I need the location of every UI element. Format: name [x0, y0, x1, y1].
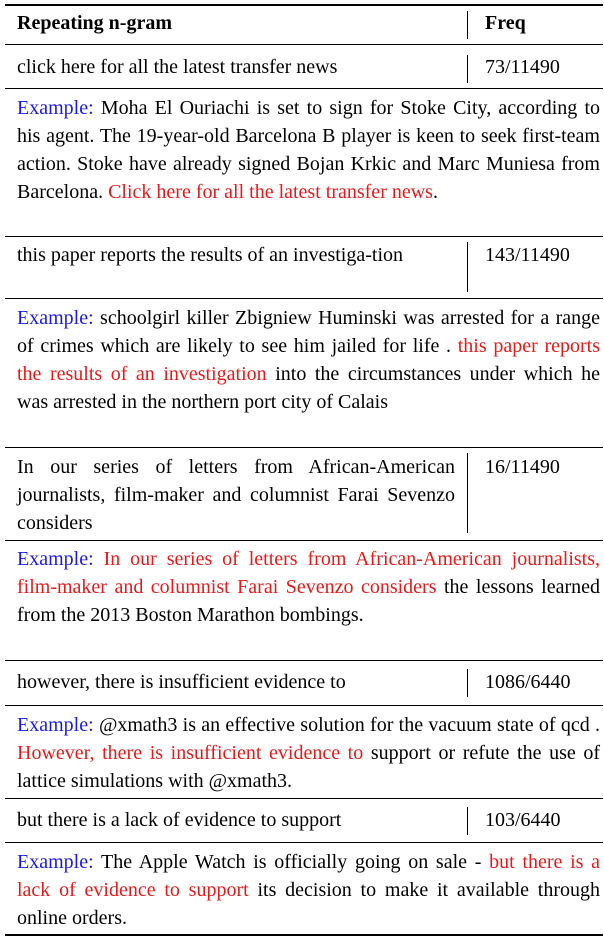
- ngram-cell: but there is a lack of evidence to support: [17, 809, 342, 831]
- top-rule: [5, 4, 603, 6]
- example-highlight: However, there is insufficient evidence to: [17, 742, 364, 764]
- ngram-cell: In our series of letters from African-American journalists, film-maker and columnist Farai Sevenzo considers: [17, 456, 455, 534]
- example-cell: [17, 545, 600, 629]
- example-cell: [17, 711, 600, 795]
- example-text: Moha El Ouriachi is set to sign for Stoke City, according to his agent. The 19-year-old Barcelona B player is keen to seek first-team action. Stoke have already signed Bojan Krkic and Marc Muniesa from Barcelona.: [17, 97, 600, 203]
- example-text-after: the lessons learned from the 2013 Boston Marathon bombings.: [17, 576, 601, 626]
- row-rule: [5, 540, 603, 541]
- example-text-after: support or refute the use of lattice simulations with @xmath3.: [17, 742, 601, 792]
- column-separator: [467, 669, 468, 697]
- header-freq: Freq: [485, 12, 526, 34]
- freq-cell: 143/11490: [485, 244, 570, 266]
- example-text-after: its decision to make it available through online orders.: [17, 879, 601, 929]
- column-separator: [467, 242, 468, 292]
- freq-cell: 73/11490: [485, 56, 560, 78]
- example-highlight: Click here for all the latest transfer news: [108, 181, 433, 203]
- freq-cell: 16/11490: [485, 456, 560, 478]
- example-label: Example:: [17, 548, 94, 570]
- row-rule: [5, 660, 603, 661]
- example-highlight: but there is a lack of evidence to support: [17, 851, 601, 901]
- example-highlight: In our series of letters from African-American journalists, film-maker and columnist Farai Sevenzo considers: [17, 548, 601, 598]
- example-cell: [17, 304, 600, 416]
- column-separator: [467, 453, 468, 533]
- row-rule: [5, 798, 603, 799]
- header-rule: [5, 44, 603, 45]
- example-label: Example:: [17, 851, 94, 873]
- freq-cell: 103/6440: [485, 809, 561, 831]
- row-rule: [5, 705, 603, 706]
- freq-cell: 1086/6440: [485, 671, 571, 693]
- column-separator: [467, 55, 468, 83]
- example-highlight: this paper reports the results of an investigation: [17, 335, 600, 385]
- example-label: Example:: [17, 714, 94, 736]
- example-text-after: into the circumstances under which he was arrested in the northern port city of Calais: [17, 363, 601, 413]
- example-cell: [17, 94, 600, 206]
- example-label: Example:: [17, 307, 94, 329]
- ngram-cell: however, there is insufficient evidence to: [17, 671, 346, 693]
- example-label: Example:: [17, 97, 94, 119]
- row-rule: [5, 236, 603, 237]
- example-text: schoolgirl killer Zbigniew Huminski was arrested for a range of crimes which are likely to see him jailed for life .: [17, 307, 601, 357]
- ngram-cell: click here for all the latest transfer news: [17, 56, 338, 78]
- row-rule: [5, 842, 603, 843]
- example-cell: [17, 848, 600, 932]
- column-separator: [467, 807, 468, 835]
- example-text: The Apple Watch is officially going on sale -: [101, 851, 482, 873]
- header-ngram: Repeating n-gram: [17, 12, 172, 34]
- ngram-cell: this paper reports the results of an investiga-tion: [17, 244, 404, 266]
- row-rule: [5, 447, 603, 448]
- example-text: @xmath3 is an effective solution for the vacuum state of qcd .: [98, 714, 600, 736]
- column-separator: [467, 11, 468, 39]
- row-rule: [5, 88, 603, 89]
- bottom-rule: [5, 934, 603, 936]
- row-rule: [5, 298, 603, 299]
- example-text-after: .: [432, 181, 438, 203]
